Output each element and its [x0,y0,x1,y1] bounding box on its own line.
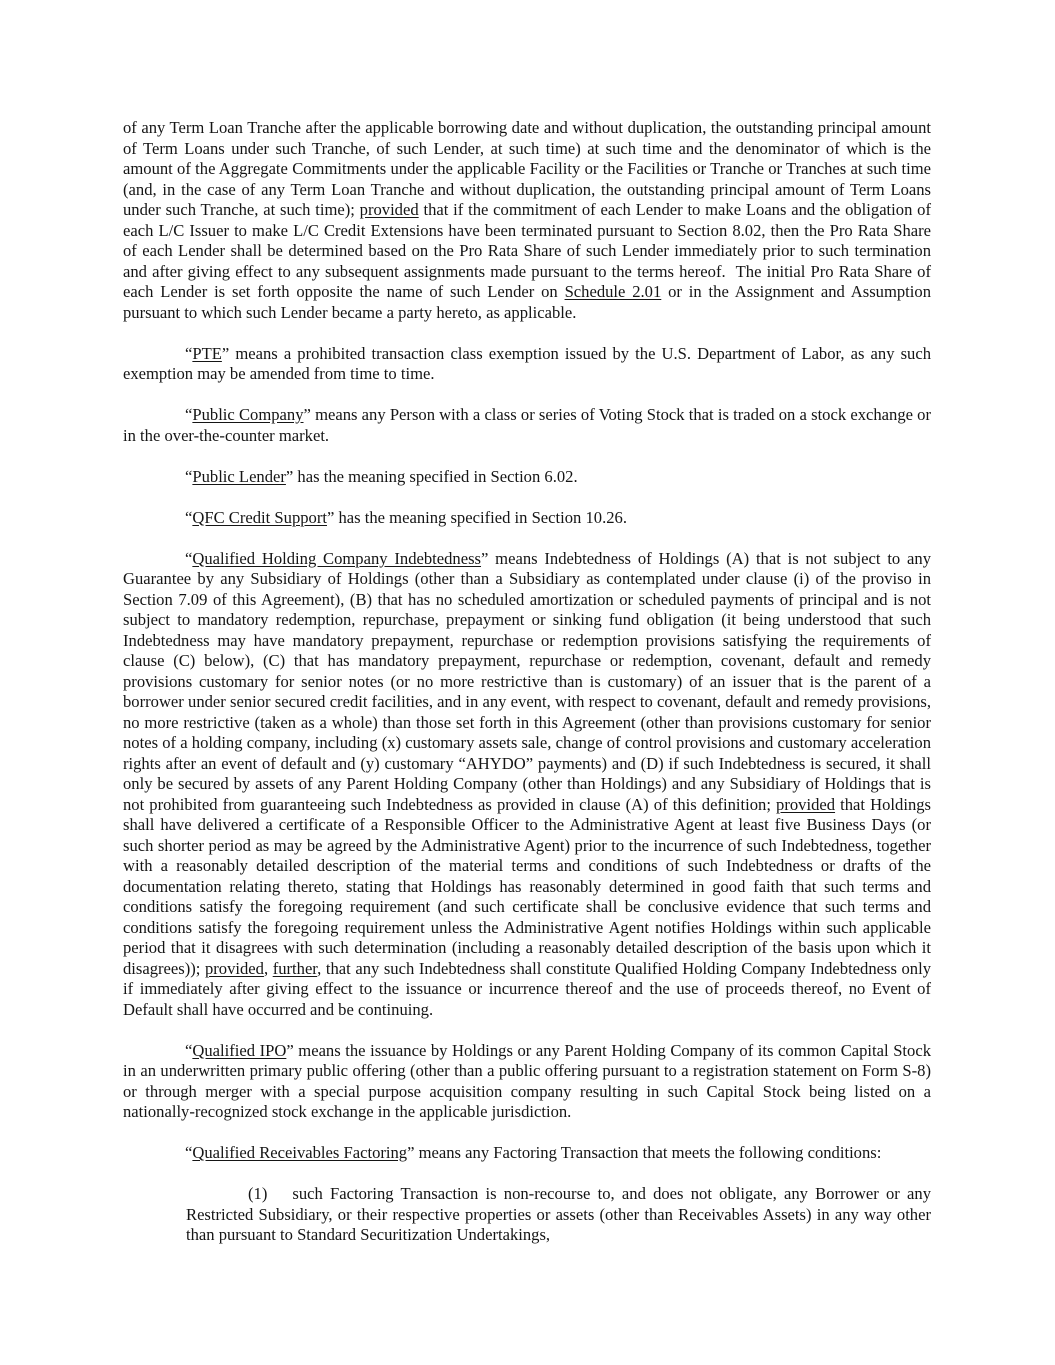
definition-public-lender: “Public Lender” has the meaning specified in Section 6.02. [185,466,578,486]
definition-qualified-ipo: “Qualified IPO” means the issuance by Holdings or any Parent Holding Company of its common Capital Stock in an underwritten primary public offering (other than a public offering pursuant to a registration statement on Form S-8) or through merger with a special purpose acquisition company resulting in such Capital Stock being listed on a nationally-recognized stock exchange in the applicable jurisdiction. [123,1040,931,1121]
definition-qualified-receivables-factoring: “Qualified Receivables Factoring” means any Factoring Transaction that meets the following conditions: [185,1143,882,1162]
condition-list-item-1: (1) such Factoring Transaction is non-recourse to, and does not obligate, any Borrower or any Restricted Subsidiary, or their respective properties or assets (other than Receivables Assets) in any way other than pursuant to Standard Securitization Undertakings, [186,1184,931,1244]
paragraph-pro-rata-share-continuation: of any Term Loan Tranche after the applicable borrowing date and without duplication, the outstanding principal amount of Term Loans under such Tranche, of such Lender, at such time) at such time and the denominator of which is the amount of the Aggregate Commitments under the applicable Facility or the Facilities or Tranche or Tranches at such time (and, in the case of any Term Loan Tranche and without duplication, the outstanding principal amount of Term Loans under such Tranche, at such time); provided that if the commitment of each Lender to make Loans and the obligation of each L/C Issuer to make L/C Credit Extensions have been terminated pursuant to Section 8.02, then the Pro Rata Share of each Lender shall be determined based on the Pro Rata Share of such Lender immediately prior to such termination and after giving effect to any subsequent assignments made pursuant to the terms hereof. The initial Pro Rata Share of each Lender is set forth opposite the name of such Lender on Schedule 2.01 or in the Assignment and Assumption pursuant to which such Lender became a party hereto, as applicable. [123,118,931,322]
definition-qualified-holding-company-indebtedness: “Qualified Holding Company Indebtedness” means Indebtedness of Holdings (A) that is not subject to any Guarantee by any Subsidiary of Holdings (other than a Subsidiary as contemplated under clause (i) of the proviso in Section 7.09 of this Agreement), (B) that has no scheduled amortization or scheduled payments of principal and is not subject to mandatory redemption, repurchase, prepayment or sinking fund obligation (it being understood that such Indebtedness may have mandatory prepayment, repurchase or redemption provisions satisfying the requirements of clause (C) below), (C) that has mandatory prepayment, repurchase or redemption, covenant, default and remedy provisions customary for senior notes (or no more restrictive than is customary) of an issuer that is the parent of a borrower under senior secured credit facilities, and in any event, with respect to covenant, default and remedy provisions, no more restrictive (taken as a whole) than those set forth in this Agreement (other than provisions customary for senior notes of a holding company, including (x) customary assets sale, change of control provisions and customary acceleration rights after an event of default and (y) customary “AHYDO” payments) and (D) if such Indebtedness is secured, it shall only be secured by assets of any Parent Holding Company (other than Holdings) and any Subsidiary of Holdings that is not prohibited from guaranteeing such Indebtedness as provided in clause (A) of this definition; provided that Holdings shall have delivered a certificate of a Responsible Officer to the Administrative Agent at least five Business Days (or such shorter period as may be agreed by the Administrative Agent) prior to the incurrence of such Indebtedness, together with a reasonably detailed description of the material terms and conditions of such Indebtedness or drafts of the documentation relating thereto, stating that Holdings has reasonably determined in good faith that such terms and conditions satisfy the foregoing requirement (and such certificate shall be conclusive evidence that such terms and conditions satisfy the foregoing requirement unless the Administrative Agent notifies Holdings within such applicable period that it disagrees with such determination (including a reasonably detailed description of the basis upon which it disagrees)); provided, further, that any such Indebtedness shall constitute Qualified Holding Company Indebtedness only if immediately after giving effect to the issuance or incurrence thereof and the use of proceeds thereof, no Event of Default shall have occurred and be continuing. [123,548,931,1019]
definition-public-company: “Public Company” means any Person with a class or series of Voting Stock that is traded on a stock exchange or in the over-the-counter market. [123,405,931,445]
document-page [123,118,931,1266]
definition-qfc-credit-support: “QFC Credit Support” has the meaning specified in Section 10.26. [185,507,627,527]
definition-pte: “PTE” means a prohibited transaction class exemption issued by the U.S. Department of Labor, as any such exemption may be amended from time to time. [123,343,931,383]
